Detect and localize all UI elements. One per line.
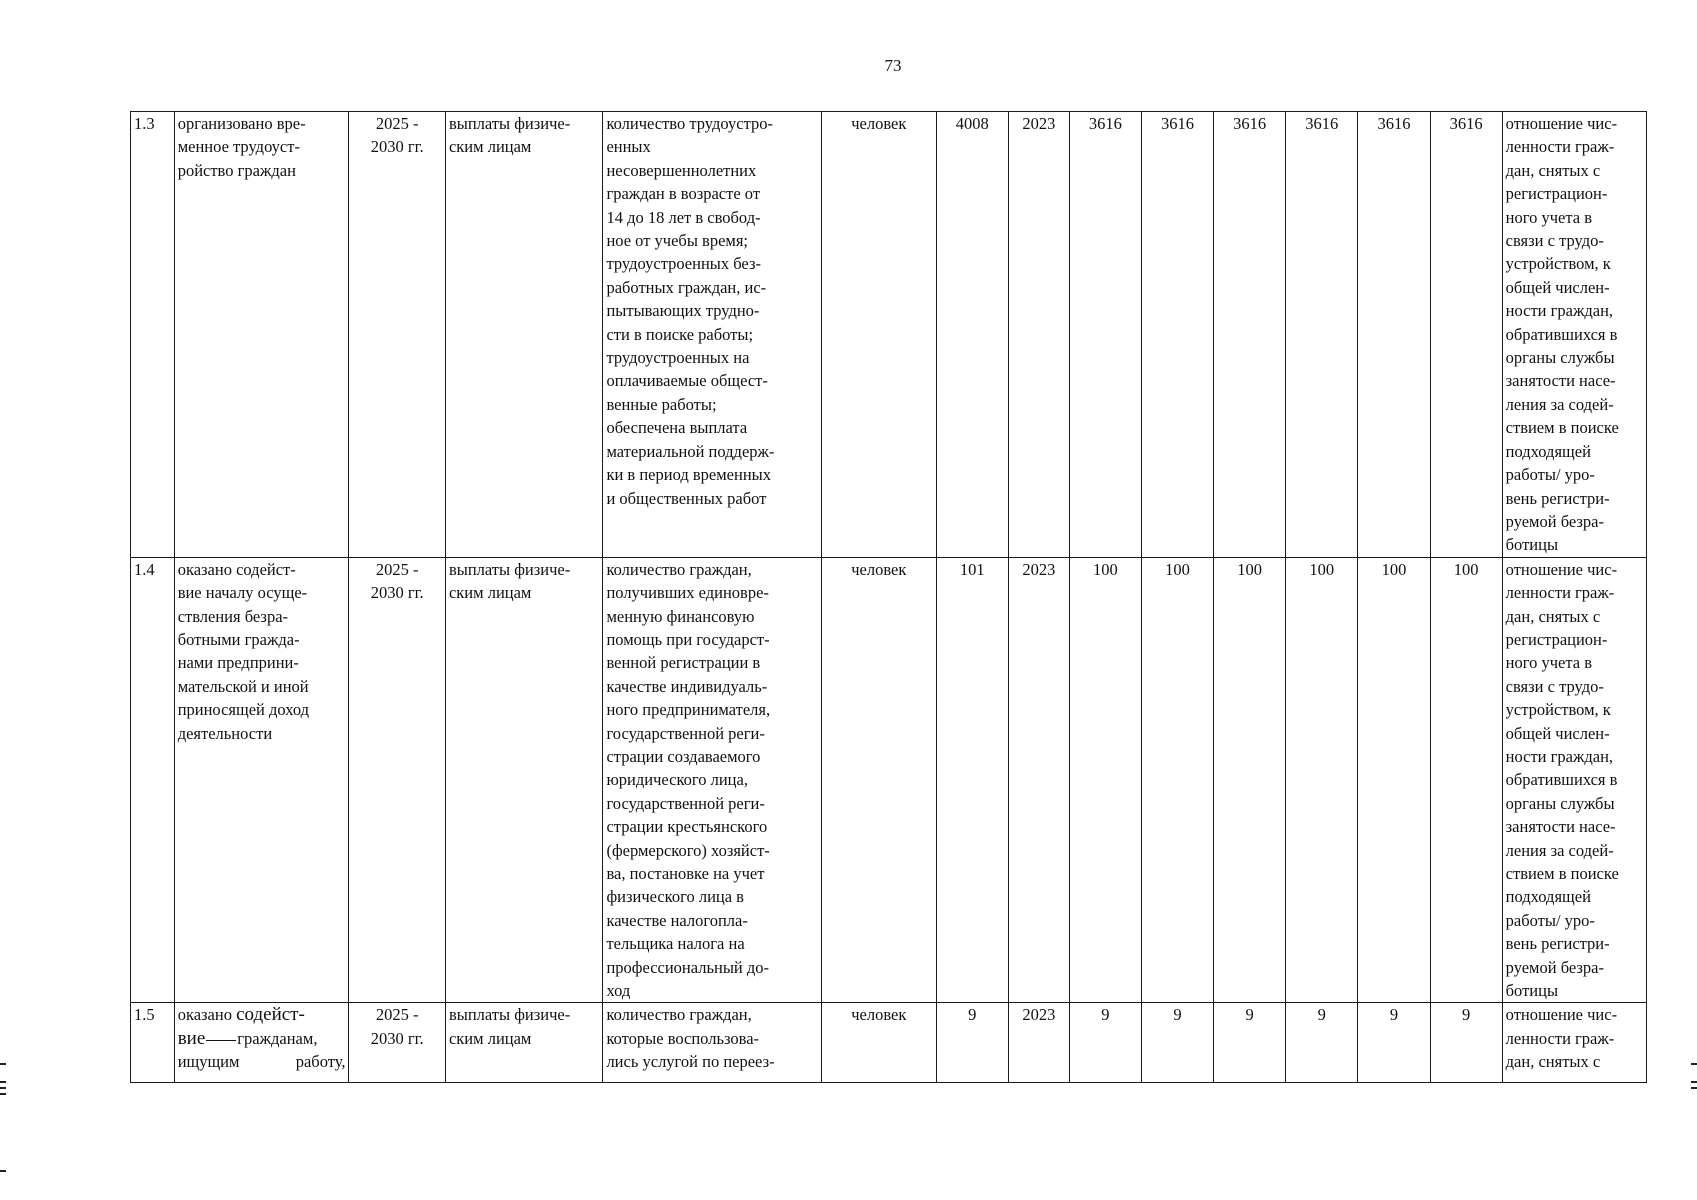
scan-mark (0, 1087, 6, 1089)
measure-type: выплаты физиче- ским лицам (445, 112, 602, 558)
value-2029: 100 (1358, 557, 1430, 1003)
value-2025: 3616 (1069, 112, 1141, 558)
scan-mark (0, 1170, 6, 1172)
value-2027: 100 (1214, 557, 1286, 1003)
period: 2025 - 2030 гг. (349, 557, 446, 1003)
indicator-description: количество граждан, которые воспользова- лись услугой по переез- (603, 1003, 821, 1083)
period: 2025 - 2030 гг. (349, 112, 446, 558)
event-name-part: ищущим работу, (177, 1052, 346, 1072)
indicator-description: количество граждан, получивших единовре- менную финансовую помощь при государст- венной регистрации в качестве индивидуаль- ного предпринимателя, государственной реги- страции создаваемого юридического лица, государственной реги- страции крестьянского (фермерского) хозяйст- ва, постановке на учет физического лица в качестве налогопла- тельщика налога на профессиональный до- ход (603, 557, 821, 1003)
base-value: 101 (936, 557, 1008, 1003)
event-name-part: вие (177, 1027, 206, 1049)
indicators-table (130, 111, 1647, 1083)
base-year: 2023 (1008, 557, 1069, 1003)
value-2029: 3616 (1358, 112, 1430, 558)
base-value: 9 (936, 1003, 1008, 1083)
value-2025: 100 (1069, 557, 1141, 1003)
relation-description: отношение чис- ленности граж- дан, снятых с регистрацион- ного учета в связи с трудо- устройством, к общей числен- ности граждан, обратившихся в органы службы занятости насе- ления за содей- ствием в поиске подходящей работы/ уро- вень регистри- руемой безра- ботицы (1502, 557, 1646, 1003)
value-2028: 100 (1286, 557, 1358, 1003)
event-name-part: содейст- (236, 1004, 305, 1026)
row-number: 1.5 (131, 1003, 175, 1083)
measure-type: выплаты физиче- ским лицам (445, 557, 602, 1003)
value-2026: 9 (1141, 1003, 1213, 1083)
scan-mark (1691, 1063, 1697, 1065)
value-2030: 9 (1430, 1003, 1502, 1083)
page-number: 73 (884, 56, 902, 75)
row-number: 1.3 (131, 112, 175, 558)
unit: человек (821, 112, 936, 558)
value-2030: 100 (1430, 557, 1502, 1003)
scan-mark (1691, 1087, 1697, 1089)
scan-mark (0, 1081, 6, 1083)
value-2030: 3616 (1430, 112, 1502, 558)
value-2029: 9 (1358, 1003, 1430, 1083)
value-2026: 3616 (1141, 112, 1213, 558)
event-name-part: оказано (177, 1005, 237, 1025)
value-2027: 9 (1214, 1003, 1286, 1083)
period: 2025 - 2030 гг. (349, 1003, 446, 1083)
row-number: 1.4 (131, 557, 175, 1003)
event-name-part: гражданам, (237, 1028, 318, 1048)
indicator-description: количество трудоустро- енных несовершеннолетних граждан в возрасте от 14 до 18 лет в свобод- ное от учебы время; трудоустроенных без- работных граждан, ис- пытывающих трудно- сти в поиске работы; трудоустроенных на оплачиваемые общест- венные работы; обеспечена выплата материальной поддерж- ки в период временных и общественных работ (603, 112, 821, 558)
table-row (131, 557, 1647, 1003)
value-2027: 3616 (1214, 112, 1286, 558)
relation-description: отношение чис- ленности граж- дан, снятых с (1502, 1003, 1646, 1083)
value-2028: 9 (1286, 1003, 1358, 1083)
unit: человек (821, 1003, 936, 1083)
relation-description: отношение чис- ленности граж- дан, снятых с регистрацион- ного учета в связи с трудо- устройством, к общей числен- ности граждан, обратившихся в органы службы занятости насе- ления за содей- ствием в поиске подходящей работы/ уро- вень регистри- руемой безра- ботицы (1502, 112, 1646, 558)
unit: человек (821, 557, 936, 1003)
value-2028: 3616 (1286, 112, 1358, 558)
measure-type: выплаты физиче- ским лицам (445, 1003, 602, 1083)
value-2025: 9 (1069, 1003, 1141, 1083)
table-row (131, 112, 1647, 558)
table-row (131, 1003, 1647, 1083)
base-value: 4008 (936, 112, 1008, 558)
scan-mark (0, 1063, 6, 1065)
base-year: 2023 (1008, 1003, 1069, 1083)
base-year: 2023 (1008, 112, 1069, 558)
event-name (174, 1003, 349, 1083)
scan-mark (1691, 1081, 1697, 1083)
scan-mark (0, 1093, 6, 1095)
value-2026: 100 (1141, 557, 1213, 1003)
event-name: организовано вре- менное трудоуст- ройство граждан (174, 112, 349, 558)
event-name: оказано содейст- вие началу осуще- ствления безра- ботными гражда- нами предприни- мательской и иной приносящей доход деятельности (174, 557, 349, 1003)
